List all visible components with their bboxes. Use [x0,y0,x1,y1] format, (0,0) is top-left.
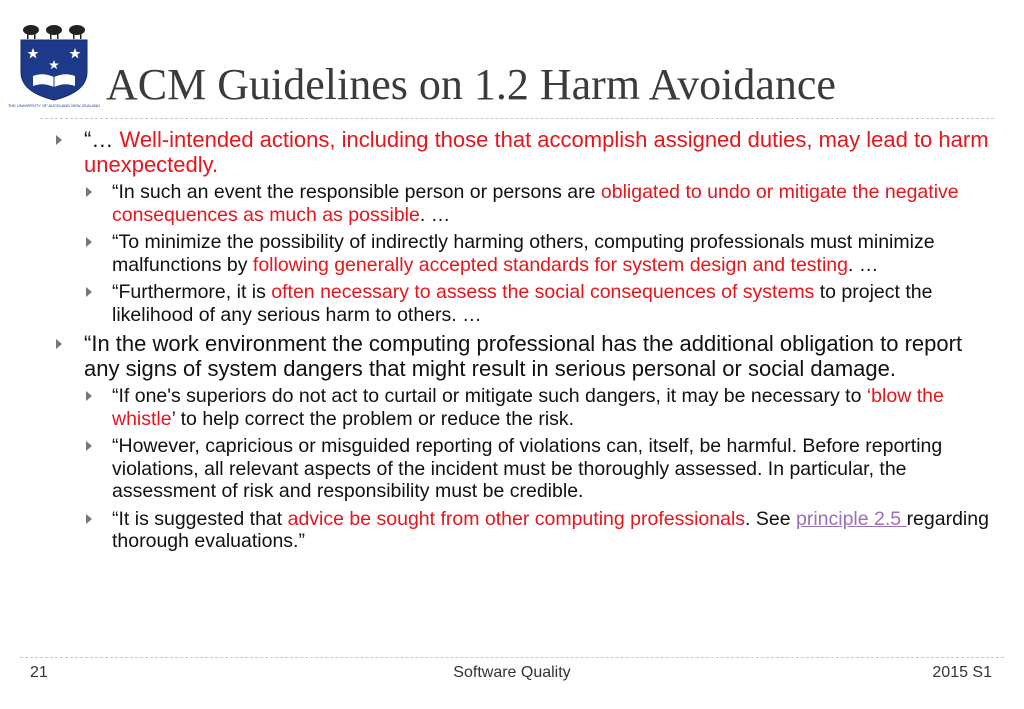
sub-bullet-text-run: often necessary to assess the social consequences of systems [271,281,815,303]
principle-link[interactable]: principle 2.5 [795,507,907,530]
sub-bullet-arrow-icon [86,187,92,197]
sub-bullet-text-run: following generally accepted standards for system design and testing [252,253,848,276]
sub-bullet-2-1 [82,385,997,430]
university-logo [7,20,101,112]
sub-bullet-text-run: “Furthermore, it is [112,281,272,303]
bullet-text-run: “In the work environment the computing professional has the additional obligation to report any signs of system dangers that might result in serious personal or social damage. [84,331,963,381]
sub-bullet-text-run: “To minimize the possibility of indirectly harming others, computing professionals must minimize malfunctions by [112,231,935,276]
sub-bullet-text-run: “In such an event the responsible person or persons are [112,181,601,203]
bullet-text-run: “… [84,127,120,152]
sub-bullet-text-run: “If one's superiors do not act to curtail or mitigate such dangers, it may be necessary to [112,385,867,407]
slide-content [52,127,997,558]
sub-bullet-text-run: . … [848,253,879,276]
sub-bullet-arrow-icon [86,287,92,297]
sub-bullet-text-run: . … [419,203,451,226]
university-crest-icon [7,20,101,112]
sub-bullet-text-run: ’ to help correct the problem or reduce the risk. [171,407,575,430]
sub-bullet-1-2 [82,231,997,276]
page-number: 21 [30,664,48,681]
footer-term: 2015 S1 [932,664,992,681]
sub-bullet-text-run: . See [745,507,796,530]
title-divider [40,118,994,119]
slide-title: ACM Guidelines on 1.2 Harm Avoidance [106,60,836,109]
bullet-text-run: Well-intended actions, including those that accomplish assigned duties, may lead to harm unexpectedly. [84,127,989,177]
sub-bullet-text-run: “However, capricious or misguided reporting of violations can, itself, be harmful. Before reporting violations, all relevant aspects of the incident must be thoroughly assessed. In particular, the assessment of risk and responsibility must be credible. [112,435,943,502]
sub-bullet-arrow-icon [86,391,92,401]
sub-bullet-1-1 [82,181,997,226]
sub-bullet-1-3 [82,281,997,326]
footer-course: Software Quality [453,664,571,681]
sub-bullet-arrow-icon [86,514,92,524]
bullet-arrow-icon [56,339,62,349]
bullet-1 [52,127,997,177]
footer-divider [20,657,1004,658]
bullet-2 [52,331,997,381]
sub-bullet-text-run: advice be sought from other computing professionals [287,507,746,530]
sub-bullet-2-2 [82,435,997,503]
sub-bullet-text-run: obligated to undo or mitigate the negative consequences as much as possible [112,181,959,226]
sub-bullet-2-3 [82,508,997,553]
sub-bullet-text-run: to project the likelihood of any serious harm to others. … [112,281,933,326]
sub-bullet-text-run: regarding thorough evaluations.” [112,507,989,552]
sub-bullet-text-run: ‘blow the whistle [112,385,944,430]
bullet-arrow-icon [56,135,62,145]
sub-bullet-text-run: “It is suggested that [112,507,288,530]
svg-text:THE UNIVERSITY OF AUCKLAND NEW: THE UNIVERSITY OF AUCKLAND NEW ZEALAND [7,103,101,108]
sub-bullet-arrow-icon [86,237,92,247]
sub-bullet-arrow-icon [86,441,92,451]
